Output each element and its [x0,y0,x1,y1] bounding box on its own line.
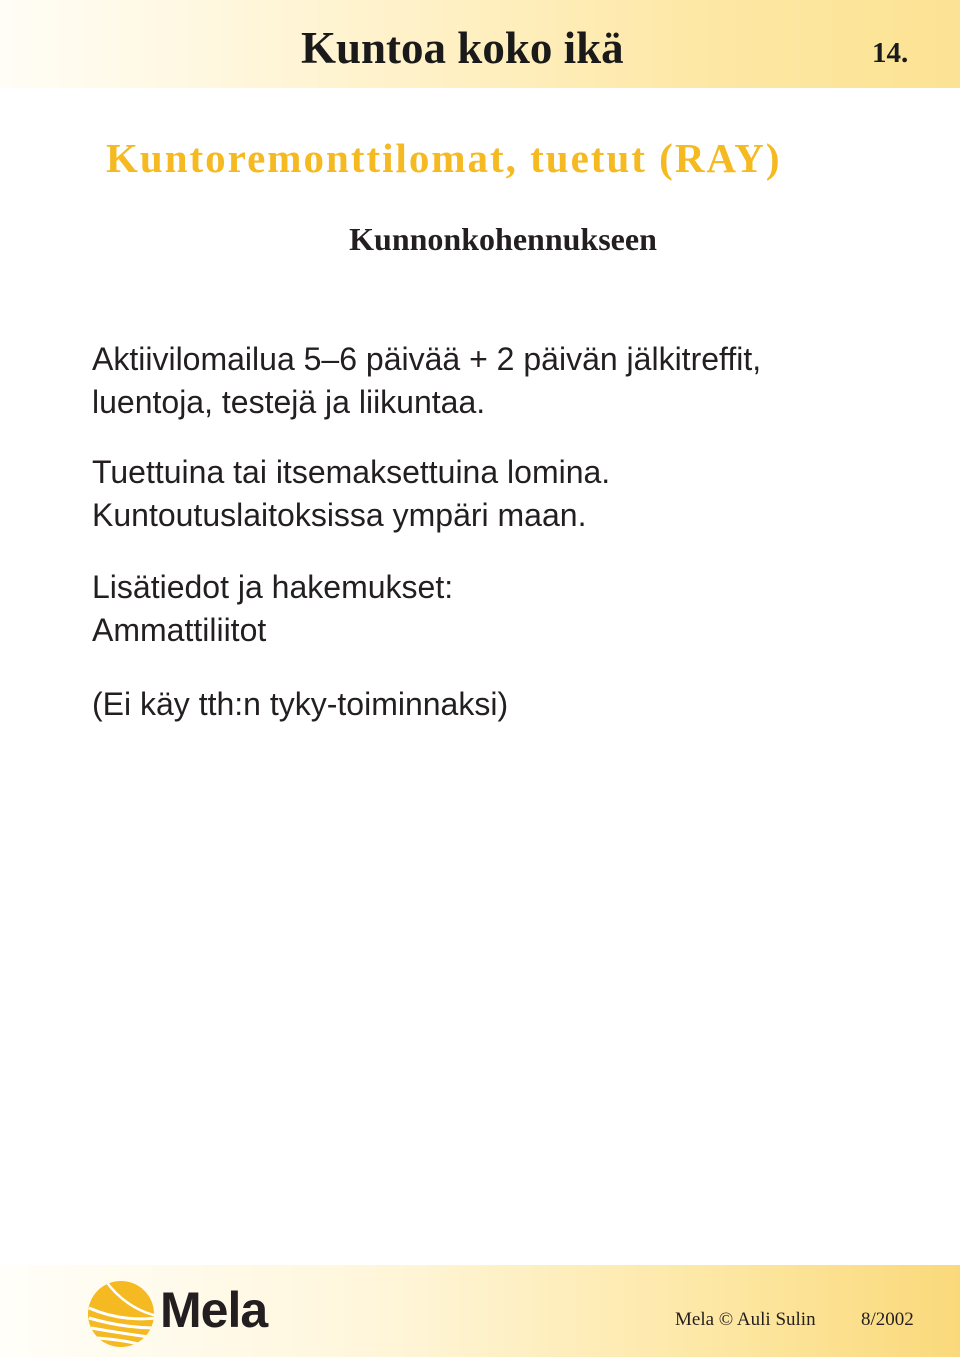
paragraph-info [92,566,453,652]
paragraph-line: (Ei käy tth:n tyky-toiminnaksi) [92,686,509,722]
paragraph-line: Ammattiliitot [92,612,267,648]
paragraph-line: luentoja, testejä ja liikuntaa. [92,384,486,420]
paragraph-activity [92,338,761,424]
page-number: 14. [872,37,909,69]
section-title: Kuntoremonttilomat, tuetut (RAY) [106,135,782,181]
footer-credit: Mela © Auli Sulin [675,1309,816,1330]
paragraph-funding [92,451,610,537]
paragraph-line: Kuntoutuslaitoksissa ympäri maan. [92,497,587,533]
mela-sun-icon [85,1278,157,1350]
section-subtitle: Kunnonkohennukseen [349,221,657,257]
mela-logo-text: Mela [160,1282,268,1338]
page-header-title: Kuntoa koko ikä [301,23,624,73]
paragraph-line: Tuettuina tai itsemaksettuina lomina. [92,454,611,490]
footer-date: 8/2002 [861,1309,914,1330]
paragraph-note [92,683,508,726]
paragraph-line: Aktiivilomailua 5–6 päivää + 2 päivän jälkitreffit, [92,341,762,377]
paragraph-line: Lisätiedot ja hakemukset: [92,569,454,605]
